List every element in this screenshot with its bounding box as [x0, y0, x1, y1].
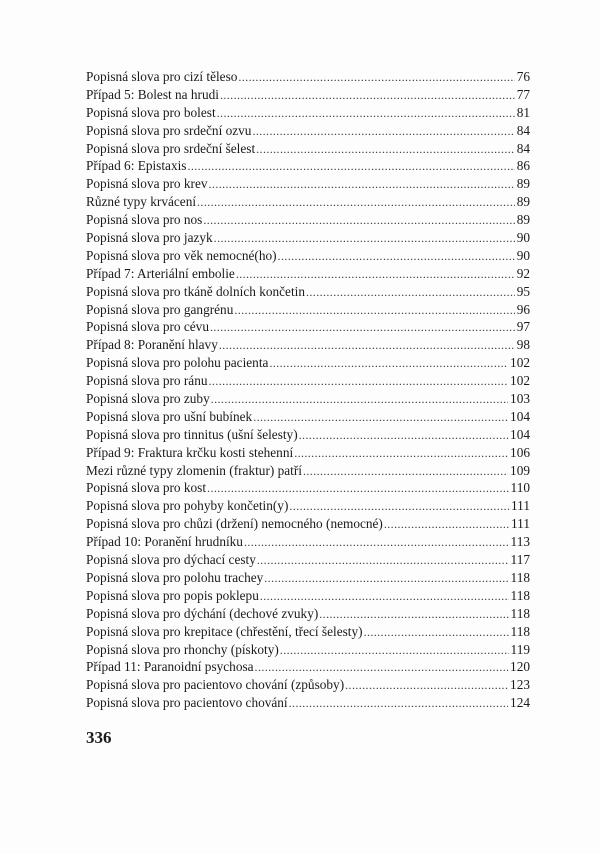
dot-leader — [203, 212, 514, 230]
toc-entry-title: Popisná slova pro polohu pacienta — [86, 355, 269, 371]
toc-entry-title: Případ 8: Poranění hlavy — [86, 337, 218, 353]
toc-entry — [86, 336, 530, 354]
toc-entry-title: Popisná slova pro gangrénu — [86, 301, 234, 317]
dot-leader — [299, 427, 508, 445]
toc-entry-page: 119 — [510, 641, 530, 657]
dot-leader — [257, 552, 509, 570]
toc-entry-title: Popisná slova pro ušní bubínek — [86, 408, 253, 424]
dot-leader — [306, 284, 515, 302]
toc-entry — [86, 533, 530, 551]
toc-entry-page: 120 — [510, 659, 530, 675]
dot-leader — [289, 695, 508, 713]
toc-entry-title: Popisná slova pro pacientovo chování — [86, 695, 288, 711]
toc-entry — [86, 283, 530, 301]
dot-leader — [211, 391, 508, 409]
toc-entry-page: 118 — [510, 569, 530, 585]
dot-leader — [278, 248, 515, 266]
toc-entry-title: Popisná slova pro chůzi (držení) nemocného (nemocné) — [86, 516, 383, 532]
toc-entry-page: 104 — [510, 426, 530, 442]
dot-leader — [214, 230, 515, 248]
dot-leader — [319, 606, 508, 624]
toc-entry-page: 77 — [516, 86, 530, 102]
toc-entry — [86, 641, 530, 659]
page-number: 336 — [86, 728, 112, 747]
toc-entry — [86, 390, 530, 408]
toc-entry-page: 109 — [510, 462, 530, 478]
toc-entry-page: 90 — [516, 247, 530, 263]
dot-leader — [289, 498, 509, 516]
dot-leader — [280, 642, 509, 660]
toc-entry-page: 103 — [510, 391, 530, 407]
dot-leader — [220, 87, 515, 105]
toc-entry-title: Popisná slova pro kost — [86, 480, 207, 496]
toc-entry-page: 97 — [516, 319, 530, 335]
toc-entry — [86, 265, 530, 283]
toc-entry-page: 89 — [516, 212, 530, 228]
dot-leader — [210, 319, 515, 337]
toc-entry — [86, 444, 530, 462]
toc-entry-title: Popisná slova pro srdeční ozvu — [86, 122, 252, 138]
toc-entry-page: 118 — [510, 587, 530, 603]
toc-entry-title: Popisná slova pro srdeční šelest — [86, 140, 256, 156]
toc-entry-title: Mezi různé typy zlomenin (fraktur) patří — [86, 462, 302, 478]
toc-entry — [86, 247, 530, 265]
toc-entry — [86, 301, 530, 319]
toc-entry — [86, 426, 530, 444]
toc-entry-title: Popisná slova pro dýchací cesty — [86, 552, 256, 568]
toc-entry — [86, 122, 530, 140]
toc-entry-title: Případ 6: Epistaxis — [86, 158, 187, 174]
toc-entry-page: 84 — [516, 140, 530, 156]
toc-entry — [86, 229, 530, 247]
toc-entry-page: 110 — [510, 480, 530, 496]
dot-leader — [207, 480, 509, 498]
toc-entry-title: Popisná slova pro ránu — [86, 373, 208, 389]
toc-entry-page: 106 — [510, 444, 530, 460]
dot-leader — [209, 176, 515, 194]
toc-entry — [86, 605, 530, 623]
toc-entry-page: 92 — [516, 265, 530, 281]
toc-entry — [86, 497, 530, 515]
toc-entry — [86, 462, 530, 480]
toc-entry-page: 102 — [510, 355, 530, 371]
toc-entry — [86, 140, 530, 158]
toc-entry — [86, 408, 530, 426]
toc-entry — [86, 104, 530, 122]
toc-entry-title: Popisná slova pro cizí těleso — [86, 69, 238, 84]
toc-entry-title: Popisná slova pro bolest — [86, 104, 216, 120]
toc-entry-title: Popisná slova pro rhonchy (pískoty) — [86, 641, 279, 657]
dot-leader — [234, 302, 514, 320]
toc-entry-title: Popisná slova pro pohyby končetin(y) — [86, 498, 289, 514]
toc-entry — [86, 587, 530, 605]
toc-entry-page: 89 — [516, 194, 530, 210]
toc-entry-title: Případ 10: Poranění hrudníku — [86, 534, 243, 550]
toc-entry-title: Různé typy krvácení — [86, 194, 197, 210]
toc-entry-page: 111 — [511, 498, 530, 514]
toc-entry-title: Případ 9: Fraktura krčku kosti stehenní — [86, 444, 294, 460]
toc-entry-title: Popisná slova pro dýchání (dechové zvuky) — [86, 605, 319, 621]
toc-entry — [86, 676, 530, 694]
dot-leader — [236, 266, 515, 284]
dot-leader — [238, 69, 514, 87]
dot-leader — [197, 194, 515, 212]
toc-entry-page: 124 — [510, 695, 530, 711]
toc-entry — [86, 68, 530, 86]
toc-entry-title: Popisná slova pro popis poklepu — [86, 587, 259, 603]
dot-leader — [364, 624, 509, 642]
dot-leader — [252, 123, 514, 141]
toc-entry-title: Popisná slova pro cévu — [86, 319, 209, 335]
toc-entry-title: Případ 5: Bolest na hrudi — [86, 86, 219, 102]
dot-leader — [253, 409, 508, 427]
toc-entry — [86, 175, 530, 193]
toc-entry-page: 118 — [510, 623, 530, 639]
toc-entry-page: 95 — [516, 283, 530, 299]
toc-entry-page: 102 — [510, 373, 530, 389]
toc-entry-page: 113 — [510, 534, 530, 550]
toc-entry-title: Popisná slova pro tkáně dolních končetin — [86, 283, 305, 299]
toc-entry — [86, 193, 530, 211]
toc-entry — [86, 157, 530, 175]
dot-leader — [255, 659, 509, 677]
toc-entry-page: 117 — [510, 552, 530, 568]
toc-entry — [86, 694, 530, 712]
dot-leader — [187, 158, 514, 176]
toc-entry-page: 81 — [516, 104, 530, 120]
toc-entry — [86, 551, 530, 569]
toc-entry-title: Popisná slova pro pacientovo chování (způsoby) — [86, 677, 345, 693]
toc-entry — [86, 211, 530, 229]
toc-entry-page: 84 — [516, 122, 530, 138]
toc-entry-page: 104 — [510, 408, 530, 424]
dot-leader — [345, 677, 508, 695]
toc-entry — [86, 658, 530, 676]
toc-entry-page: 76 — [516, 69, 530, 84]
dot-leader — [269, 355, 508, 373]
toc-entry-page: 123 — [510, 677, 530, 693]
dot-leader — [219, 337, 515, 355]
toc-entry — [86, 479, 530, 497]
toc-entry — [86, 623, 530, 641]
toc-entry-title: Popisná slova pro jazyk — [86, 230, 213, 246]
toc-entry-title: Popisná slova pro zuby — [86, 391, 210, 407]
dot-leader — [260, 588, 509, 606]
dot-leader — [217, 105, 515, 123]
table-of-contents — [86, 68, 530, 712]
toc-entry-title: Popisná slova pro tinnitus (ušní šelesty) — [86, 426, 298, 442]
dot-leader — [244, 534, 509, 552]
toc-entry-title: Popisná slova pro nos — [86, 212, 203, 228]
toc-entry — [86, 569, 530, 587]
toc-entry — [86, 515, 530, 533]
dot-leader — [294, 445, 508, 463]
dot-leader — [384, 516, 509, 534]
toc-entry-title: Popisná slova pro věk nemocné(ho) — [86, 247, 277, 263]
toc-entry-page: 98 — [516, 337, 530, 353]
dot-leader — [256, 141, 515, 159]
toc-entry-page: 111 — [511, 516, 530, 532]
toc-entry-title: Popisná slova pro krepitace (chřestění, třecí šelesty) — [86, 623, 363, 639]
toc-entry-page: 86 — [516, 158, 530, 174]
toc-entry-page: 89 — [516, 176, 530, 192]
dot-leader — [209, 373, 509, 391]
toc-entry-page: 118 — [510, 605, 530, 621]
toc-entry-title: Případ 11: Paranoidní psychosa — [86, 659, 254, 675]
toc-entry-title: Popisná slova pro krev — [86, 176, 208, 192]
toc-entry-page: 90 — [516, 230, 530, 246]
toc-entry-page: 96 — [516, 301, 530, 317]
toc-entry-title: Popisná slova pro polohu trachey — [86, 569, 264, 585]
toc-entry — [86, 354, 530, 372]
toc-entry — [86, 372, 530, 390]
toc-entry — [86, 86, 530, 104]
dot-leader — [303, 463, 508, 481]
toc-entry — [86, 318, 530, 336]
toc-entry-title: Případ 7: Arteriální embolie — [86, 265, 235, 281]
dot-leader — [264, 570, 508, 588]
